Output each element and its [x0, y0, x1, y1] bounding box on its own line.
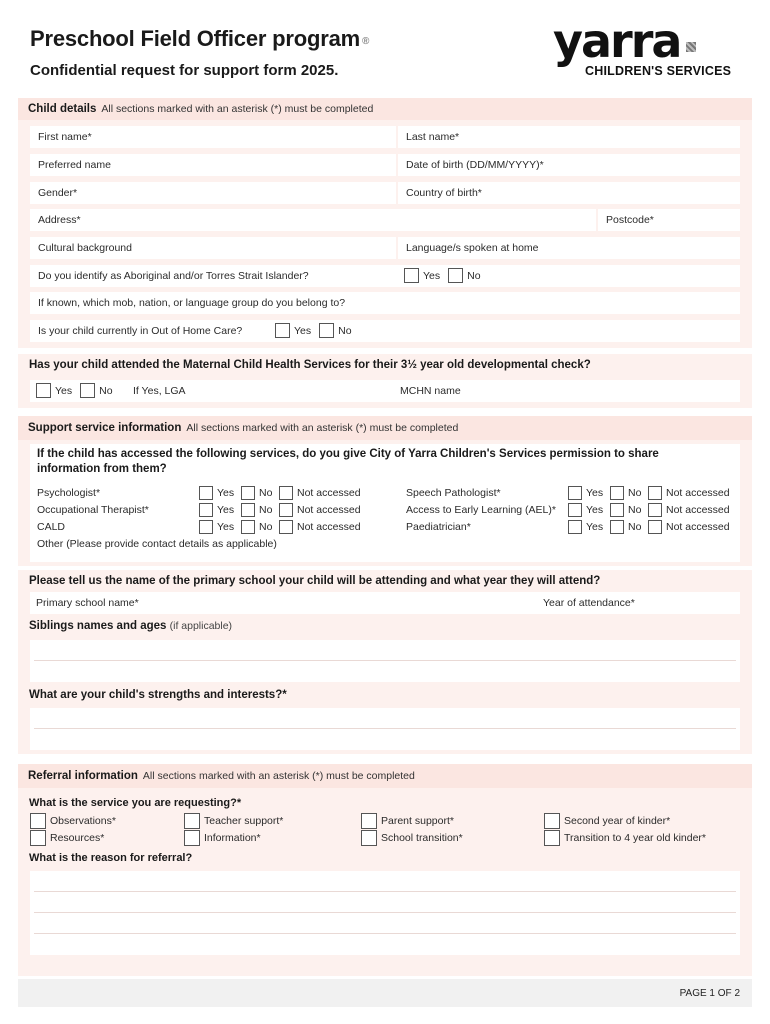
referral-option: Information*	[184, 830, 261, 846]
no-checkbox[interactable]	[610, 503, 624, 517]
reason-question: What is the reason for referral?	[29, 852, 193, 864]
address-field[interactable]: Address*	[30, 209, 596, 231]
last-name-field[interactable]: Last name*	[398, 126, 740, 148]
checkbox[interactable]	[544, 813, 560, 829]
siblings-field[interactable]	[30, 640, 740, 682]
checkbox[interactable]	[184, 830, 200, 846]
referral-option: Resources*	[30, 830, 104, 846]
entry-line	[34, 912, 736, 913]
entry-line	[34, 891, 736, 892]
mchs-no-checkbox[interactable]	[80, 383, 95, 398]
ohc-options: Yes No	[275, 323, 352, 338]
strengths-label: What are your child's strengths and interests?*	[29, 689, 287, 701]
referral-option: Transition to 4 year old kinder*	[544, 830, 706, 846]
yarra-logo	[553, 14, 743, 82]
logo-subtitle: CHILDREN'S SERVICES	[585, 64, 732, 78]
checkbox[interactable]	[184, 813, 200, 829]
cultural-background-field[interactable]: Cultural background	[30, 237, 396, 259]
support-heading: Support service information All sections marked with an asterisk (*) must be completed	[18, 416, 752, 440]
service-label: Paediatrician*	[406, 520, 471, 533]
page-number: PAGE 1 OF 2	[679, 987, 740, 999]
no-checkbox[interactable]	[241, 503, 255, 517]
service-label: Psychologist*	[37, 486, 101, 499]
ohc-no-checkbox[interactable]	[319, 323, 334, 338]
entry-line	[34, 728, 736, 729]
yes-checkbox[interactable]	[199, 520, 213, 534]
no-checkbox[interactable]	[610, 486, 624, 500]
service-row: Paediatrician* Yes No Not accessed	[406, 520, 730, 533]
aboriginal-yes-checkbox[interactable]	[404, 268, 419, 283]
yes-checkbox[interactable]	[199, 486, 213, 500]
service-question: What is the service you are requesting?*	[29, 797, 242, 809]
not-accessed-checkbox[interactable]	[279, 503, 293, 517]
registered-mark: ®	[362, 36, 370, 47]
country-of-birth-field[interactable]: Country of birth*	[398, 182, 740, 204]
not-accessed-checkbox[interactable]	[279, 486, 293, 500]
languages-field[interactable]: Language/s spoken at home	[398, 237, 740, 259]
strengths-field[interactable]	[30, 708, 740, 750]
logo-wordmark: yarra	[553, 14, 681, 68]
aboriginal-no-checkbox[interactable]	[448, 268, 463, 283]
ohc-question: Is your child currently in Out of Home Care?	[38, 325, 243, 337]
ohc-yes-checkbox[interactable]	[275, 323, 290, 338]
yes-checkbox[interactable]	[568, 503, 582, 517]
child-details-heading: Child details All sections marked with an asterisk (*) must be completed	[18, 98, 752, 120]
checkbox[interactable]	[544, 830, 560, 846]
siblings-label: Siblings names and ages (if applicable)	[29, 620, 233, 632]
service-label: CALD	[37, 520, 66, 533]
referral-heading: Referral information All sections marked with an asterisk (*) must be completed	[18, 764, 752, 788]
ohc-question-row	[30, 320, 740, 342]
referral-option: School transition*	[361, 830, 463, 846]
service-row: Psychologist* Yes No Not accessed	[37, 486, 361, 499]
entry-line	[34, 660, 736, 661]
no-checkbox[interactable]	[610, 520, 624, 534]
page-footer	[18, 979, 752, 1007]
school-question: Please tell us the name of the primary school your child will be attending and what year they will attend?	[29, 575, 601, 587]
support-right-services	[406, 484, 746, 535]
entry-line	[34, 933, 736, 934]
first-name-field[interactable]: First name*	[30, 126, 396, 148]
support-question: If the child has accessed the following services, do you give City of Yarra Children's Services permission to share information from them?	[37, 448, 659, 475]
service-label: Occupational Therapist*	[37, 503, 149, 516]
mchs-options: Yes No	[36, 383, 113, 398]
aboriginal-question: Do you identify as Aboriginal and/or Torres Strait Islander?	[38, 270, 309, 282]
not-accessed-checkbox[interactable]	[648, 520, 662, 534]
service-label: Access to Early Learning (AEL)*	[406, 503, 556, 516]
checkbox[interactable]	[361, 813, 377, 829]
no-checkbox[interactable]	[241, 520, 255, 534]
year-of-attendance-field[interactable]: Year of attendance*	[543, 597, 635, 609]
other-services-field[interactable]: Other (Please provide contact details as applicable)	[37, 538, 277, 550]
yes-checkbox[interactable]	[568, 520, 582, 534]
referral-option: Teacher support*	[184, 813, 283, 829]
reason-field[interactable]	[30, 871, 740, 955]
not-accessed-checkbox[interactable]	[279, 520, 293, 534]
dob-field[interactable]: Date of birth (DD/MM/YYYY)*	[398, 154, 740, 176]
not-accessed-checkbox[interactable]	[648, 503, 662, 517]
page-subtitle: Confidential request for support form 2025.	[30, 62, 339, 79]
mob-field[interactable]: If known, which mob, nation, or language group do you belong to?	[30, 292, 740, 314]
yes-checkbox[interactable]	[568, 486, 582, 500]
postcode-field[interactable]: Postcode*	[598, 209, 740, 231]
service-row: CALD Yes No Not accessed	[37, 520, 361, 533]
lga-field[interactable]: If Yes, LGA	[133, 385, 186, 397]
yes-checkbox[interactable]	[199, 503, 213, 517]
service-label: Speech Pathologist*	[406, 486, 501, 499]
aboriginal-question-row	[30, 265, 740, 287]
support-left-services	[37, 484, 377, 535]
preferred-name-field[interactable]: Preferred name	[30, 154, 396, 176]
page-title: Preschool Field Officer program ®	[30, 26, 370, 51]
service-row: Access to Early Learning (AEL)* Yes No Not accessed	[406, 503, 730, 516]
referral-option: Observations*	[30, 813, 116, 829]
service-row: Speech Pathologist* Yes No Not accessed	[406, 486, 730, 499]
not-accessed-checkbox[interactable]	[648, 486, 662, 500]
checkbox[interactable]	[30, 813, 46, 829]
gender-field[interactable]: Gender*	[30, 182, 396, 204]
logo-mark-icon	[686, 42, 696, 52]
aboriginal-options: Yes No	[404, 268, 481, 283]
referral-option: Parent support*	[361, 813, 454, 829]
no-checkbox[interactable]	[241, 486, 255, 500]
primary-school-field[interactable]: Primary school name*	[36, 597, 139, 609]
mchs-question: Has your child attended the Maternal Child Health Services for their 3½ year old developmental check?	[29, 359, 591, 371]
checkbox[interactable]	[30, 830, 46, 846]
mchn-name-field[interactable]: MCHN name	[400, 385, 461, 397]
referral-option: Second year of kinder*	[544, 813, 670, 829]
service-row: Occupational Therapist* Yes No Not accessed	[37, 503, 361, 516]
mchs-yes-checkbox[interactable]	[36, 383, 51, 398]
checkbox[interactable]	[361, 830, 377, 846]
